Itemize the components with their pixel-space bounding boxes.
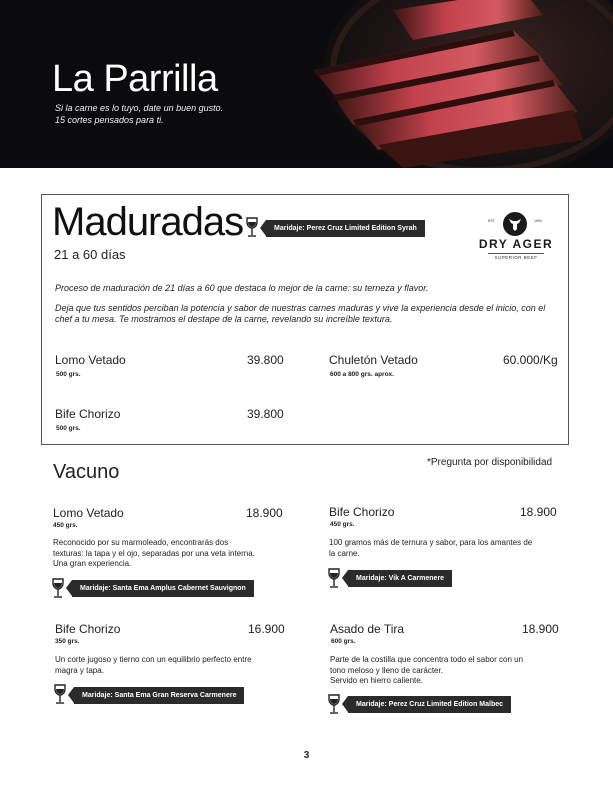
availability-note: *Pregunta por disponibilidad	[427, 457, 553, 468]
menu-item-description: 100 gramos más de ternura y sabor, para los amantes de la carne.	[329, 538, 533, 558]
logo-tagline: SUPERIOR BEEF	[494, 255, 538, 260]
maduradas-section	[41, 194, 569, 445]
menu-item-price: 18.900	[520, 505, 557, 519]
wine-glass-icon	[328, 694, 340, 714]
menu-item-name: Bife Chorizo	[55, 622, 121, 636]
pairing-tag: Maridaje: Vik A Carmenere	[348, 570, 452, 587]
menu-item-name: Asado de Tira	[330, 622, 405, 636]
menu-item-weight: 450 grs.	[53, 522, 78, 529]
menu-item-name: Lomo Vetado	[53, 506, 124, 520]
menu-item-price: 39.800	[247, 407, 284, 421]
logo-name: DRY AGER	[478, 237, 554, 251]
menu-item-weight: 450 grs.	[330, 521, 355, 528]
vacuno-title: Vacuno	[53, 461, 120, 483]
header-banner	[0, 0, 613, 168]
menu-item-weight: 350 grs.	[55, 638, 80, 645]
menu-item-name: Bife Chorizo	[55, 407, 121, 421]
menu-item-description: Parte de la costilla que concentra todo el sabor con un tono meloso y lleno de carácter. Servido en hierro caliente.	[330, 655, 524, 685]
pairing-tag: Maridaje: Perez Cruz Limited Edition Syrah	[266, 220, 425, 237]
page-number: 3	[303, 750, 310, 761]
menu-item-name: Bife Chorizo	[329, 505, 395, 519]
wine-glass-icon	[246, 217, 258, 237]
menu-item-name: Chuletón Vetado	[329, 353, 418, 367]
maduradas-range: 21 a 60 días	[54, 247, 126, 262]
maduradas-description	[55, 283, 555, 334]
menu-item-weight: 600 a 800 grs. aprox.	[330, 371, 394, 378]
steak-photo	[283, 0, 613, 168]
menu-item-description: Un corte jugoso y tierno con un equilibrio perfecto entre magra y tapa.	[55, 655, 252, 675]
pairing-tag: Maridaje: Santa Ema Amplus Cabernet Sauvignon	[72, 580, 254, 597]
dry-ager-logo: EST 1994 DRY AGER SUPERIOR BEEF	[474, 211, 558, 263]
menu-item-price: 18.900	[246, 506, 283, 520]
logo-divider	[488, 253, 544, 254]
pairing-tag: Maridaje: Santa Ema Gran Reserva Carmenere	[74, 687, 244, 704]
menu-item-description: Reconocido por su marmoleado, encontrarás dos texturas: la tapa y el ojo, separadas por una veta interna. Una gran experiencia.	[53, 538, 255, 568]
menu-item-weight: 500 grs.	[56, 425, 81, 432]
wine-glass-icon	[52, 578, 64, 598]
menu-item-price: 18.900	[522, 622, 559, 636]
bull-badge-icon	[502, 211, 528, 237]
description-paragraph: Proceso de maduración de 21 días a 60 que destaca lo mejor de la carne: su terneza y flavor.	[55, 283, 429, 293]
menu-item-name: Lomo Vetado	[55, 353, 126, 367]
wine-glass-icon	[328, 568, 340, 588]
menu-item-price: 16.900	[248, 622, 285, 636]
maduradas-title: Maduradas	[52, 200, 244, 244]
menu-item-weight: 600 grs.	[331, 638, 356, 645]
section-title: La Parrilla	[52, 58, 218, 100]
header-subtitle: Si la carne es lo tuyo, date un buen gusto. 15 cortes pensados para ti.	[55, 103, 224, 125]
pairing-tag: Maridaje: Perez Cruz Limited Edition Malbec	[348, 696, 511, 713]
menu-item-price: 60.000/Kg	[503, 353, 558, 367]
menu-item-price: 39.800	[247, 353, 284, 367]
wine-glass-icon	[54, 684, 66, 704]
menu-item-weight: 500 grs.	[56, 371, 81, 378]
description-paragraph: Deja que tus sentidos perciban la potencia y sabor de nuestras carnes maduras y vive la experiencia desde el inicio, con el chef a tu mesa. Te mostramos el destape de la carne, revelando su increíble textura.	[55, 303, 546, 324]
